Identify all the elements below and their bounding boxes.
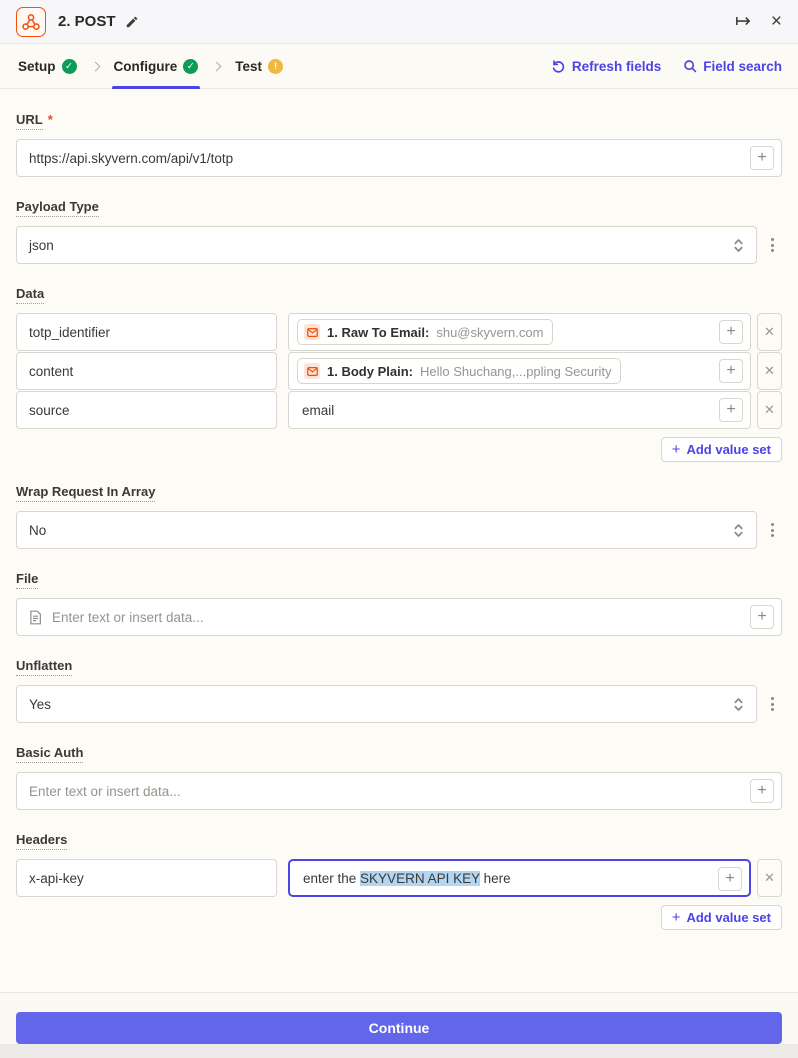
field-label-file: File	[16, 571, 38, 589]
field-label-payload-type: Payload Type	[16, 199, 99, 217]
payload-type-section	[16, 199, 782, 264]
file-input[interactable]	[42, 610, 750, 625]
step-tab-bar	[0, 44, 798, 89]
tab-setup[interactable]: Setup ✓	[16, 44, 79, 88]
insert-data-button[interactable]: +	[718, 867, 742, 891]
url-input[interactable]	[17, 151, 750, 166]
field-options-menu[interactable]	[762, 685, 782, 723]
field-label-unflatten: Unflatten	[16, 658, 72, 676]
file-section	[16, 571, 782, 636]
chevron-right-icon	[90, 61, 100, 71]
payload-type-select[interactable]: json	[16, 226, 757, 264]
data-value-field[interactable]	[288, 313, 751, 351]
panel-footer	[0, 992, 798, 1044]
field-label-url: URL	[16, 112, 43, 130]
document-icon	[29, 610, 42, 625]
edit-title-icon[interactable]	[125, 15, 139, 29]
data-key-input[interactable]	[17, 325, 276, 340]
refresh-icon	[551, 59, 566, 74]
unflatten-select[interactable]: Yes	[16, 685, 757, 723]
email-icon	[304, 324, 320, 340]
header-key-input[interactable]	[17, 871, 276, 886]
insert-data-button[interactable]: +	[750, 146, 774, 170]
basic-auth-section	[16, 745, 782, 810]
continue-button[interactable]: Continue	[16, 1012, 782, 1044]
data-row-content	[16, 352, 782, 390]
field-options-menu[interactable]	[762, 511, 782, 549]
add-value-set-button[interactable]: + Add value set	[661, 437, 782, 462]
field-search-button[interactable]: Field search	[683, 59, 782, 74]
plus-icon: +	[671, 441, 681, 458]
data-value-field[interactable]	[288, 352, 751, 390]
collapse-panel-icon[interactable]: ↦	[734, 11, 751, 32]
insert-data-button[interactable]: +	[719, 398, 743, 422]
field-label-data: Data	[16, 286, 44, 304]
remove-row-button[interactable]: ✕	[757, 391, 782, 429]
chevron-right-icon	[212, 61, 222, 71]
warning-icon: !	[268, 59, 283, 74]
header-value-field[interactable]: enter the SKYVERN API KEY here +	[288, 859, 751, 897]
select-stepper-icon	[733, 237, 744, 254]
check-icon: ✓	[62, 59, 77, 74]
unflatten-section	[16, 658, 782, 723]
search-icon	[683, 59, 697, 73]
data-value-field[interactable]: email +	[288, 391, 751, 429]
email-icon	[304, 363, 320, 379]
insert-data-button[interactable]: +	[750, 779, 774, 803]
webhooks-app-icon	[16, 7, 46, 37]
data-section	[16, 286, 782, 462]
tab-configure[interactable]: Configure ✓	[112, 44, 201, 88]
wrap-request-section	[16, 484, 782, 549]
headers-section	[16, 832, 782, 930]
insert-data-button[interactable]: +	[719, 320, 743, 344]
mapped-field-pill[interactable]: 1. Raw To Email: shu@skyvern.com	[297, 319, 553, 345]
refresh-fields-button[interactable]: Refresh fields	[551, 59, 661, 74]
data-row-totp-identifier	[16, 313, 782, 351]
panel-header	[0, 0, 798, 44]
wrap-request-select[interactable]: No	[16, 511, 757, 549]
selected-text: SKYVERN API KEY	[360, 870, 480, 886]
required-asterisk: *	[47, 112, 53, 127]
check-icon: ✓	[183, 59, 198, 74]
basic-auth-input[interactable]	[17, 784, 750, 799]
remove-row-button[interactable]: ✕	[757, 859, 782, 897]
field-options-menu[interactable]	[762, 226, 782, 264]
page-background-strip	[0, 1044, 798, 1058]
url-section	[16, 112, 782, 177]
field-label-headers: Headers	[16, 832, 67, 850]
plus-icon: +	[671, 909, 681, 926]
headers-row-x-api-key	[16, 859, 782, 897]
data-key-input[interactable]	[17, 403, 276, 418]
tab-test[interactable]: Test !	[233, 44, 285, 88]
close-icon[interactable]: ×	[770, 11, 782, 32]
mapped-field-pill[interactable]: 1. Body Plain: Hello Shuchang,...ppling Security	[297, 358, 621, 384]
configure-form	[0, 89, 798, 992]
remove-row-button[interactable]: ✕	[757, 313, 782, 351]
remove-row-button[interactable]: ✕	[757, 352, 782, 390]
select-stepper-icon	[733, 522, 744, 539]
step-title: 2. POST	[58, 13, 116, 30]
data-row-source	[16, 391, 782, 429]
field-label-wrap-request: Wrap Request In Array	[16, 484, 155, 502]
select-stepper-icon	[733, 696, 744, 713]
insert-data-button[interactable]: +	[750, 605, 774, 629]
add-value-set-button[interactable]: + Add value set	[661, 905, 782, 930]
data-key-input[interactable]	[17, 364, 276, 379]
insert-data-button[interactable]: +	[719, 359, 743, 383]
field-label-basic-auth: Basic Auth	[16, 745, 83, 763]
